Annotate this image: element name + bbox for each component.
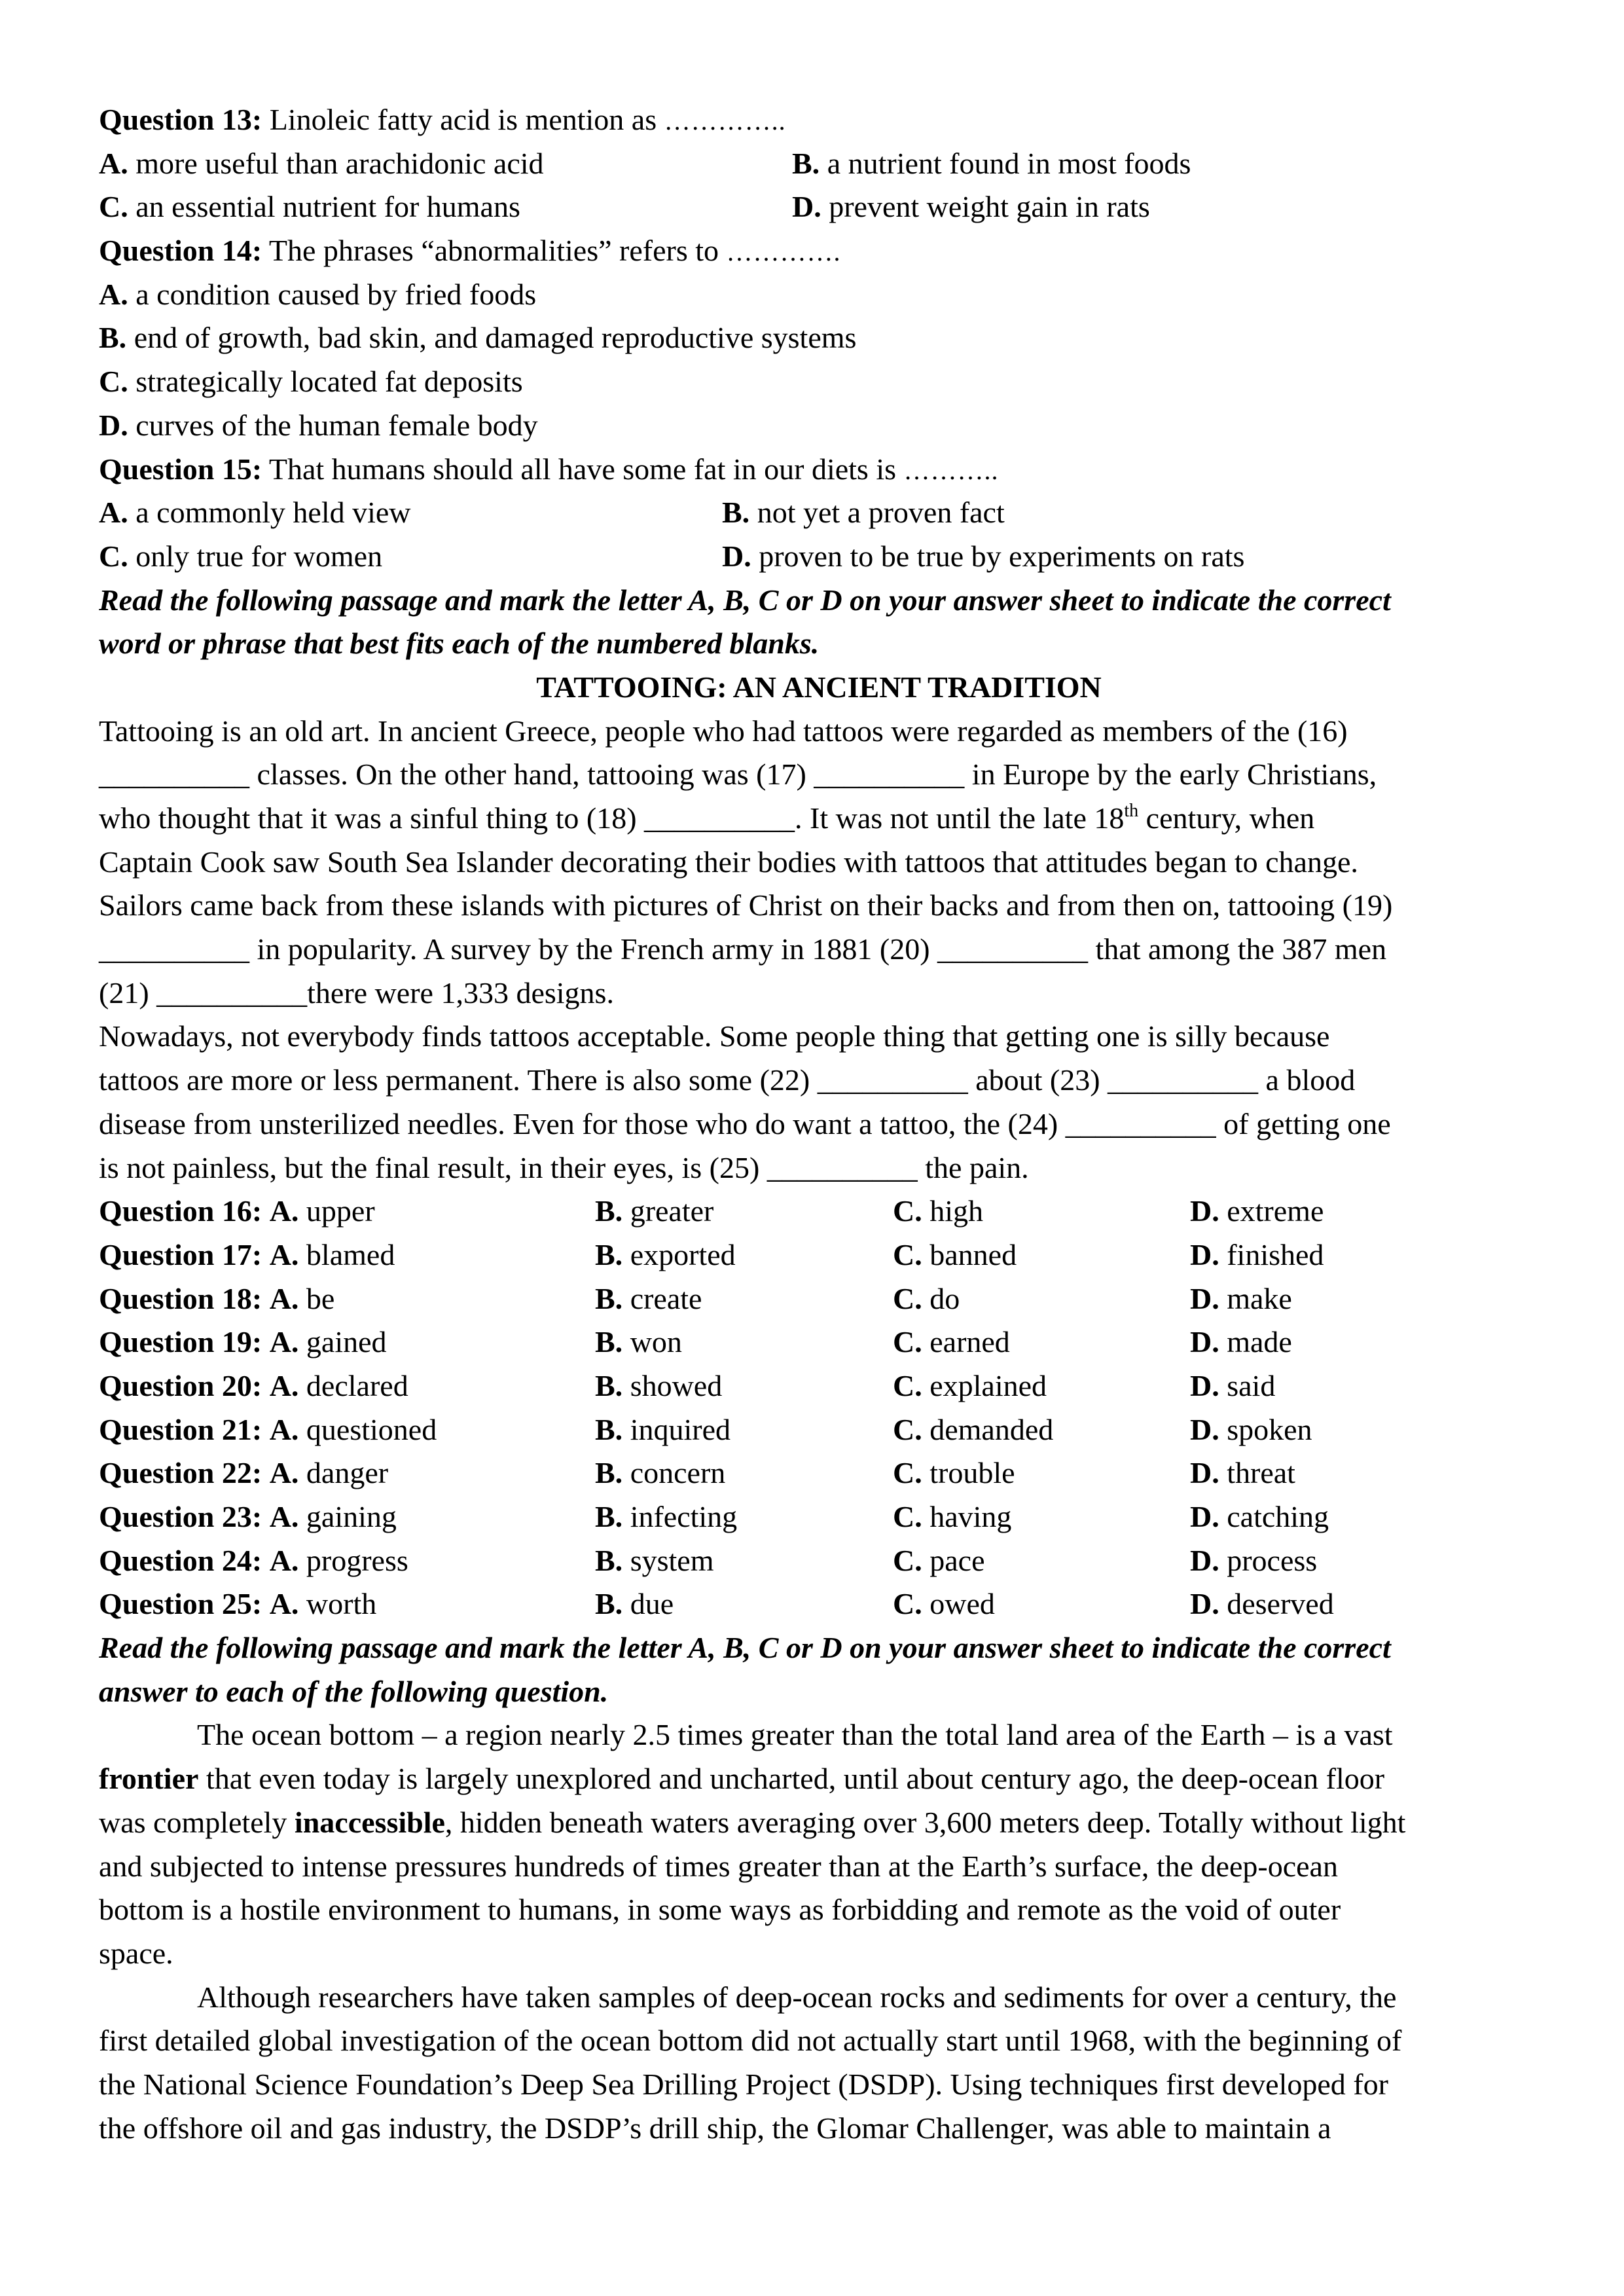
option-b[interactable]: B. concern bbox=[595, 1456, 726, 1490]
option-d[interactable]: D. extreme bbox=[1190, 1194, 1324, 1228]
option-a[interactable]: Question 17: A. blamed bbox=[99, 1237, 395, 1271]
option-c[interactable]: C. demanded bbox=[893, 1412, 1054, 1446]
option-b[interactable]: B. a nutrient found in most foods bbox=[792, 146, 1191, 180]
passage-line: space. bbox=[99, 1936, 173, 1970]
option-b[interactable]: B. not yet a proven fact bbox=[722, 496, 1005, 530]
passage-line: the offshore oil and gas industry, the DSDP’s drill ship, the Glomar Challenger, was able to maintain a bbox=[99, 2111, 1331, 2145]
passage-line: (21) __________there were 1,333 designs. bbox=[99, 975, 614, 1010]
option-a[interactable]: Question 24: A. progress bbox=[99, 1543, 408, 1577]
question-row bbox=[99, 1364, 1539, 1408]
question-label: Question 15: bbox=[99, 452, 262, 486]
option-c[interactable]: C. explained bbox=[893, 1368, 1047, 1402]
option-d[interactable]: D. said bbox=[1190, 1368, 1276, 1402]
option-d[interactable]: D. catching bbox=[1190, 1500, 1329, 1533]
option-b[interactable]: B. system bbox=[595, 1543, 714, 1577]
option-a[interactable]: Question 25: A. worth bbox=[99, 1587, 377, 1621]
instruction-line: answer to each of the following question. bbox=[99, 1674, 609, 1708]
question-label: Question 18: bbox=[99, 1281, 262, 1315]
option-c[interactable]: C. banned bbox=[893, 1237, 1017, 1271]
passage-line: first detailed global investigation of the ocean bottom did not actually start until 1968, with the beginning of bbox=[99, 2024, 1402, 2058]
option-b[interactable]: B. end of growth, bad skin, and damaged reproductive systems bbox=[99, 321, 857, 355]
option-c[interactable]: C. having bbox=[893, 1500, 1012, 1533]
passage-title: TATTOOING: AN ANCIENT TRADITION bbox=[536, 670, 1102, 704]
option-b[interactable]: B. showed bbox=[595, 1368, 723, 1402]
question-label: Question 13: bbox=[99, 103, 262, 136]
question-row bbox=[99, 1451, 1539, 1495]
option-b[interactable]: B. due bbox=[595, 1587, 674, 1621]
passage-line: who thought that it was a sinful thing to (18) __________. It was not until the late 18th century, when bbox=[99, 801, 1315, 835]
question-row bbox=[99, 1233, 1539, 1277]
option-a[interactable]: A. a condition caused by fried foods bbox=[99, 277, 537, 311]
option-b[interactable]: B. infecting bbox=[595, 1500, 738, 1533]
option-d[interactable]: D. made bbox=[1190, 1325, 1292, 1359]
question-13-options-row2 bbox=[99, 185, 1539, 229]
exam-page bbox=[99, 98, 1539, 2150]
option-d[interactable]: D. curves of the human female body bbox=[99, 408, 538, 442]
question-label: Question 24: bbox=[99, 1543, 262, 1577]
question-label: Question 21: bbox=[99, 1412, 262, 1446]
question-13-stem: Question 13: Linoleic fatty acid is mention as ………….. bbox=[99, 103, 786, 136]
question-row bbox=[99, 1190, 1539, 1233]
option-d[interactable]: D. threat bbox=[1190, 1456, 1295, 1490]
option-d[interactable]: D. spoken bbox=[1190, 1412, 1312, 1446]
highlighted-word: inaccessible bbox=[294, 1805, 445, 1839]
question-label: Question 17: bbox=[99, 1237, 262, 1271]
option-d[interactable]: D. process bbox=[1190, 1543, 1318, 1577]
option-d[interactable]: D. proven to be true by experiments on rats bbox=[722, 539, 1245, 573]
passage-line: tattoos are more or less permanent. There is also some (22) __________ about (23) __________ a blood bbox=[99, 1063, 1356, 1097]
highlighted-word: frontier bbox=[99, 1762, 199, 1796]
option-c[interactable]: C. do bbox=[893, 1281, 960, 1315]
option-c[interactable]: C. only true for women bbox=[99, 539, 383, 573]
question-label: Question 20: bbox=[99, 1368, 262, 1402]
question-row bbox=[99, 1277, 1539, 1321]
option-a[interactable]: Question 16: A. upper bbox=[99, 1194, 375, 1228]
option-a[interactable]: Question 23: A. gaining bbox=[99, 1500, 397, 1533]
instruction-line: Read the following passage and mark the letter A, B, C or D on your answer sheet to indicate the correct bbox=[99, 583, 1391, 617]
option-a[interactable]: A. more useful than arachidonic acid bbox=[99, 146, 544, 180]
passage-line: __________ in popularity. A survey by the French army in 1881 (20) __________ that among the 387 men bbox=[99, 932, 1387, 966]
passage-line: the National Science Foundation’s Deep Sea Drilling Project (DSDP). Using techniques first developed for bbox=[99, 2067, 1388, 2101]
option-a[interactable]: Question 19: A. gained bbox=[99, 1325, 387, 1359]
option-c[interactable]: C. strategically located fat deposits bbox=[99, 365, 523, 399]
question-label: Question 22: bbox=[99, 1456, 262, 1490]
option-b[interactable]: B. exported bbox=[595, 1237, 736, 1271]
instruction-line: Read the following passage and mark the letter A, B, C or D on your answer sheet to indicate the correct bbox=[99, 1631, 1391, 1665]
passage-line: was completely inaccessible, hidden beneath waters averaging over 3,600 meters deep. Totally without light bbox=[99, 1805, 1406, 1839]
option-a[interactable]: Question 20: A. declared bbox=[99, 1368, 408, 1402]
passage-line: frontier that even today is largely unexplored and uncharted, until about century ago, the deep-ocean floor bbox=[99, 1762, 1385, 1796]
passage-line: The ocean bottom – a region nearly 2.5 times greater than the total land area of the Earth – is a vast bbox=[197, 1718, 1393, 1752]
question-row bbox=[99, 1539, 1539, 1583]
passage-line: Tattooing is an old art. In ancient Greece, people who had tattoos were regarded as members of the (16) bbox=[99, 714, 1348, 748]
option-a[interactable]: A. a commonly held view bbox=[99, 496, 411, 530]
option-b[interactable]: B. inquired bbox=[595, 1412, 731, 1446]
passage-line: bottom is a hostile environment to humans, in some ways as forbidding and remote as the void of outer bbox=[99, 1893, 1341, 1927]
passage-line: __________ classes. On the other hand, tattooing was (17) __________ in Europe by the early Christians, bbox=[99, 757, 1377, 792]
option-c[interactable]: C. high bbox=[893, 1194, 984, 1228]
option-c[interactable]: C. trouble bbox=[893, 1456, 1015, 1490]
instruction-line: word or phrase that best fits each of the numbered blanks. bbox=[99, 627, 820, 661]
question-15-options-row2 bbox=[99, 535, 1539, 579]
passage-line: Although researchers have taken samples of deep-ocean rocks and sediments for over a century, the bbox=[197, 1980, 1397, 2014]
question-row bbox=[99, 1582, 1539, 1626]
question-label: Question 19: bbox=[99, 1325, 262, 1359]
option-c[interactable]: C. pace bbox=[893, 1543, 985, 1577]
option-d[interactable]: D. prevent weight gain in rats bbox=[792, 190, 1150, 224]
passage-line: is not painless, but the final result, in their eyes, is (25) __________ the pain. bbox=[99, 1150, 1029, 1184]
option-b[interactable]: B. won bbox=[595, 1325, 682, 1359]
option-b[interactable]: B. greater bbox=[595, 1194, 714, 1228]
question-14-stem: Question 14: The phrases “abnormalities” refers to …………. bbox=[99, 234, 841, 268]
question-row bbox=[99, 1495, 1539, 1539]
option-c[interactable]: C. an essential nutrient for humans bbox=[99, 190, 520, 224]
passage-line: Sailors came back from these islands with pictures of Christ on their backs and from then on, tattooing (19) bbox=[99, 888, 1393, 922]
question-label: Question 23: bbox=[99, 1500, 262, 1533]
option-a[interactable]: Question 21: A. questioned bbox=[99, 1412, 437, 1446]
option-a[interactable]: Question 18: A. be bbox=[99, 1281, 335, 1315]
passage-line: Captain Cook saw South Sea Islander decorating their bodies with tattoos that attitudes began to change. bbox=[99, 845, 1358, 879]
question-row bbox=[99, 1408, 1539, 1452]
answer-grid bbox=[99, 1190, 1539, 1626]
question-label: Question 25: bbox=[99, 1587, 262, 1621]
option-d[interactable]: D. make bbox=[1190, 1281, 1292, 1315]
passage-line: Nowadays, not everybody finds tattoos acceptable. Some people thing that getting one is silly because bbox=[99, 1019, 1330, 1053]
question-row bbox=[99, 1321, 1539, 1364]
question-label: Question 14: bbox=[99, 234, 262, 268]
passage-line: and subjected to intense pressures hundreds of times greater than at the Earth’s surface, the deep-ocean bbox=[99, 1849, 1338, 1883]
question-15-options-row1 bbox=[99, 491, 1539, 535]
question-15-stem: Question 15: That humans should all have some fat in our diets is ……….. bbox=[99, 452, 999, 486]
option-c[interactable]: C. earned bbox=[893, 1325, 1010, 1359]
option-d[interactable]: D. deserved bbox=[1190, 1587, 1334, 1621]
option-c[interactable]: C. owed bbox=[893, 1587, 995, 1621]
question-13-options-row1 bbox=[99, 142, 1539, 186]
option-a[interactable]: Question 22: A. danger bbox=[99, 1456, 389, 1490]
passage-line: disease from unsterilized needles. Even for those who do want a tattoo, the (24) __________ of getting one bbox=[99, 1106, 1391, 1140]
option-b[interactable]: B. create bbox=[595, 1281, 702, 1315]
question-label: Question 16: bbox=[99, 1194, 262, 1228]
option-d[interactable]: D. finished bbox=[1190, 1237, 1324, 1271]
